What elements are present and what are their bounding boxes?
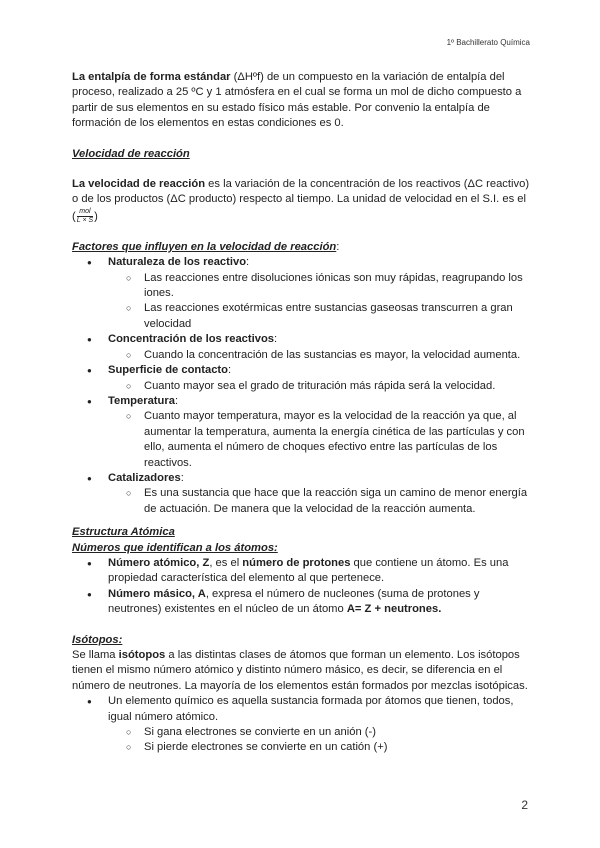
numero-atomico-term: Número atómico, Z — [108, 556, 210, 569]
estructura-title: Estructura Atómica — [72, 526, 175, 539]
factor-item — [72, 363, 532, 394]
factor-sublist — [108, 379, 532, 394]
velocidad-title: Velocidad de reacción — [72, 147, 190, 160]
numero-masico-formula: A= Z + neutrones. — [346, 603, 442, 616]
factor-item — [72, 471, 532, 517]
numero-atomico-text-2: que contiene un átomo. Es una propiedad característica del elemento al que pertenece. — [108, 556, 509, 585]
factor-item — [72, 394, 532, 471]
numero-protones-term: número de protones — [242, 556, 351, 569]
isotopos-subitem: ○ Si gana electrones se convierte en un anión (-) — [72, 725, 532, 740]
factor-subitem: ○ Cuanto mayor sea el grado de trituración más rápida será la velocidad. — [72, 379, 532, 394]
isotopos-subitem: ○ Si pierde electrones se convierte en un catión (+) — [72, 740, 532, 755]
factor-subitem: ○ Cuanto mayor temperatura, mayor es la velocidad de la reacción ya que, al aumentar la temperatura, aumenta la energía cinética de las partículas y con ello, aumenta el número de choques efectivo entre las partículas de los reactivos. — [72, 409, 532, 471]
factor-subitem: ○ Las reacciones entre disoluciones iónicas son muy rápidas, reagrupando los iones. — [72, 271, 532, 302]
isotopos-sublist — [108, 725, 532, 756]
entalpia-term: La entalpía de forma estándar — [72, 71, 231, 83]
numero-masico-item — [72, 587, 532, 618]
page-number: 2 — [521, 798, 528, 812]
factor-suffix: : — [174, 394, 179, 407]
factor-sublist — [108, 486, 532, 517]
factor-subitem: ○ Es una sustancia que hace que la reacción siga un camino de menor energía de actuación. De manera que la velocidad de la reacción aumenta. — [72, 486, 532, 517]
isotopos-bullet — [72, 694, 532, 756]
document-body — [72, 70, 532, 756]
isotopos-text: a las distintas clases de átomos que forman un elemento. Los isótopos tienen el mismo número atómico y distinto número másico, es decir, se diferencia en el número de neutrones. La mayoría de los elementos están formados por mezclas isotópicas. — [72, 649, 528, 692]
factor-suffix: : — [227, 364, 232, 377]
factor-subitem: ○ Cuando la concentración de las sustancias es mayor, la velocidad aumenta. — [72, 348, 532, 363]
factor-sublist — [108, 271, 532, 333]
velocidad-paragraph — [72, 177, 532, 225]
factor-label: Naturaleza de los reactivo — [108, 256, 247, 269]
velocidad-term: La velocidad de reacción — [72, 178, 206, 191]
factor-sublist — [108, 409, 532, 471]
numero-masico-term: Número másico, A — [108, 587, 206, 600]
factor-label: Temperatura — [108, 394, 175, 407]
factores-heading — [72, 240, 532, 255]
factor-sublist — [108, 348, 532, 363]
factores-title: Factores que influyen en la velocidad de reacción — [72, 240, 337, 253]
isotopos-term: isótopos — [118, 649, 166, 661]
isotopos-list — [72, 694, 532, 756]
factor-item — [72, 332, 532, 363]
numero-atomico-item — [72, 556, 532, 587]
numero-atomico-text: , es el — [209, 556, 243, 569]
factor-suffix: : — [180, 471, 184, 484]
factor-suffix: : — [274, 333, 278, 346]
factores-list — [72, 255, 532, 517]
factores-colon: : — [336, 240, 340, 253]
unit-numerator: mol — [77, 208, 93, 217]
factor-subitem: ○ Las reacciones exotérmicas entre sustancias gaseosas transcurren a gran velocidad — [72, 301, 532, 332]
unit-fraction — [77, 208, 93, 225]
unit-close: ) — [94, 210, 98, 223]
isotopos-text-start: Se llama — [72, 649, 119, 661]
isotopos-title: Isótopos: — [72, 633, 123, 646]
velocidad-text: es la variación de la concentración de los reactivos (ΔC reactivo) o de los productos (ΔC producto) respecto al tiempo. La unidad de velocidad en el S.I. es el ( — [72, 178, 530, 223]
numero-masico-text: , expresa el número de nucleones (suma de protones y neutrones) existentes en el núcleo de un átomo — [108, 587, 480, 616]
estructura-subtitle: Números que identifican a los átomos: — [72, 541, 278, 554]
isotopos-bullet-text: Un elemento químico es aquella sustancia formada por átomos que tienen, todos, igual número atómico. — [108, 695, 514, 723]
page-header: 1º Bachillerato Química — [446, 38, 530, 47]
factor-item — [72, 255, 532, 332]
factor-label: Concentración de los reactivos — [108, 333, 274, 346]
factor-suffix: : — [246, 256, 250, 269]
estructura-list — [72, 556, 532, 618]
entalpia-text: (ΔHºf) de un compuesto en la variación de entalpía del proceso, realizado a 25 ºC y 1 atmósfera en el cual se forma un mol de dicho compuesto a partir de sus elementos en su estado físico más estable. Por convenio la entalpía de formación de los elementos en estas condiciones es 0. — [72, 71, 522, 130]
factor-label: Superficie de contacto — [108, 364, 228, 377]
entalpia-paragraph — [72, 70, 532, 132]
unit-denominator: L × S — [76, 216, 94, 224]
factor-label: Catalizadores — [108, 471, 181, 484]
isotopos-paragraph — [72, 648, 532, 694]
